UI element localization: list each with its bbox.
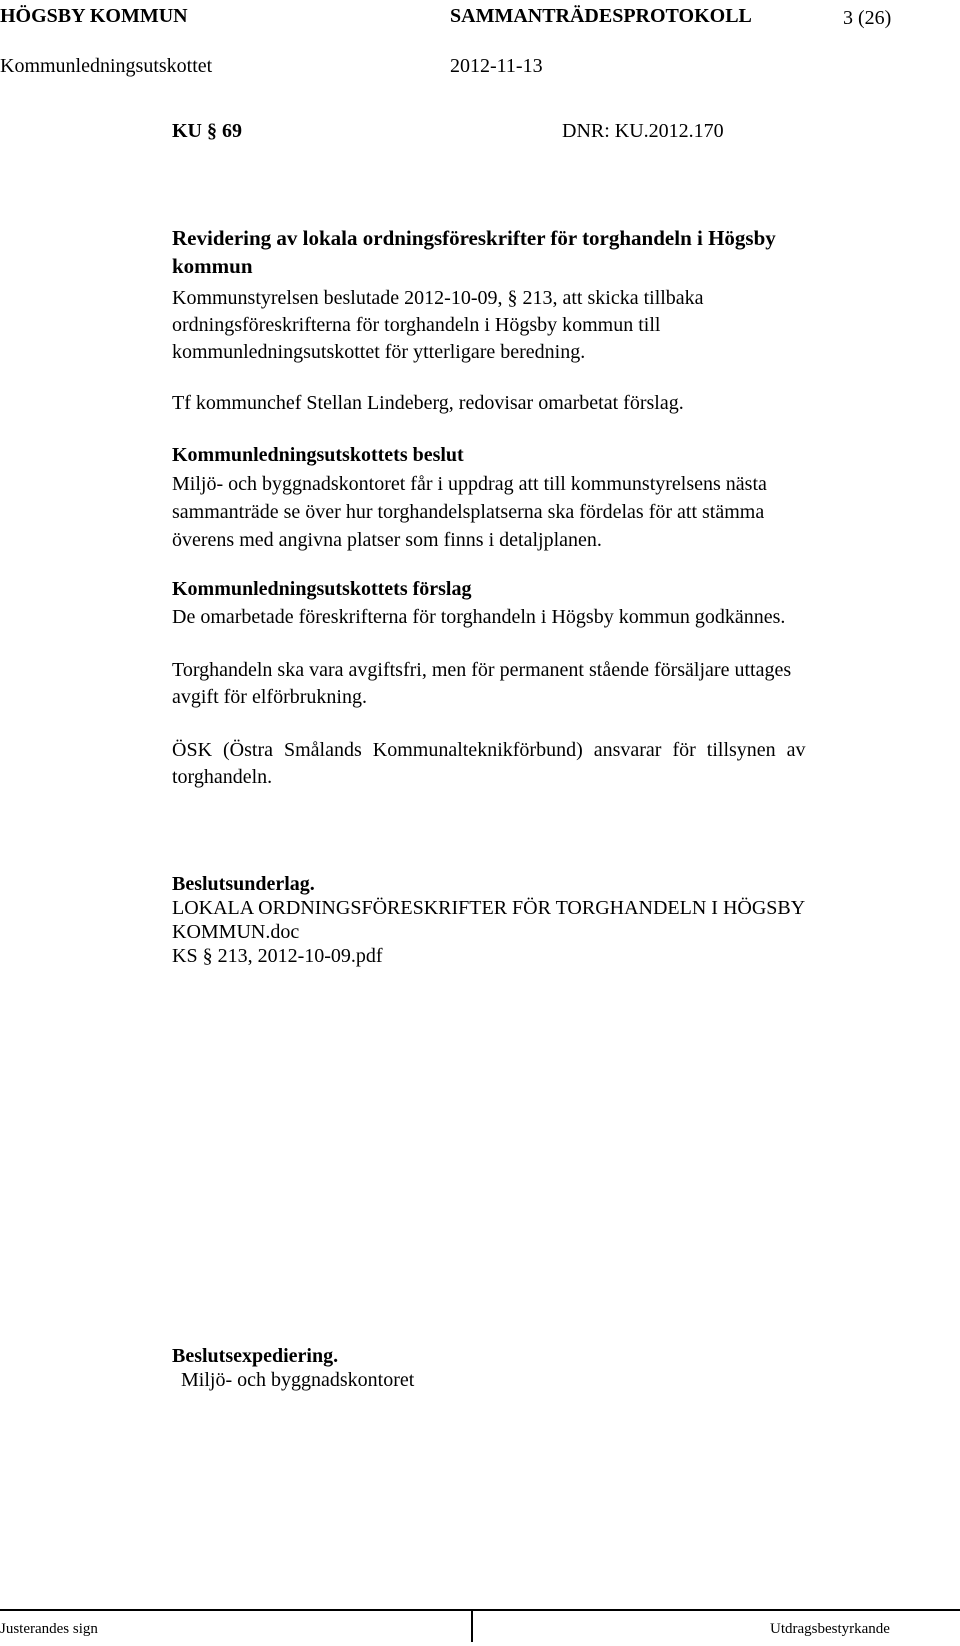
meeting-date: 2012-11-13 bbox=[450, 55, 543, 77]
item-title-line-2: kommun bbox=[172, 254, 253, 278]
document-type: SAMMANTRÄDESPROTOKOLL bbox=[450, 5, 752, 27]
basis-item-2: KS § 213, 2012-10-09.pdf bbox=[172, 945, 383, 967]
proposal-paragraph-3-line-1: ÖSK (Östra Smålands Kommunalteknikförbund) ansvarar för tillsynen av bbox=[172, 739, 806, 761]
proposal-paragraph-2-line-1: Torghandeln ska vara avgiftsfri, men för permanent stående försäljare uttages bbox=[172, 659, 792, 681]
proposal-paragraph-3-line-2: torghandeln. bbox=[172, 766, 273, 788]
decision-heading: Kommunledningsutskottets beslut bbox=[172, 444, 464, 466]
page-number: 3 (26) bbox=[843, 7, 892, 29]
committee-name: Kommunledningsutskottet bbox=[0, 55, 213, 77]
footer-divider bbox=[471, 1611, 473, 1642]
decision-line-1: Miljö- och byggnadskontoret får i uppdrag att till kommunstyrelsens nästa bbox=[172, 473, 767, 495]
footer-signature-label: Justerandes sign bbox=[0, 1621, 98, 1637]
proposal-heading: Kommunledningsutskottets förslag bbox=[172, 578, 472, 600]
dispatch-heading: Beslutsexpediering. bbox=[172, 1345, 339, 1367]
footer-certification-label: Utdragsbestyrkande bbox=[770, 1621, 890, 1637]
intro-line-1: Kommunstyrelsen beslutade 2012-10-09, § 213, att skicka tillbaka bbox=[172, 287, 704, 309]
presentation-text: Tf kommunchef Stellan Lindeberg, redovisar omarbetat förslag. bbox=[172, 392, 684, 414]
basis-heading: Beslutsunderlag. bbox=[172, 873, 315, 895]
intro-line-3: kommunledningsutskottet för ytterligare beredning. bbox=[172, 341, 586, 363]
proposal-paragraph-1: De omarbetade föreskrifterna för torghandeln i Högsby kommun godkännes. bbox=[172, 606, 786, 628]
basis-item-1-line-1: LOKALA ORDNINGSFÖRESKRIFTER FÖR TORGHANDELN I HÖGSBY bbox=[172, 897, 806, 919]
basis-item-1-line-2: KOMMUN.doc bbox=[172, 921, 300, 943]
decision-line-2: sammanträde se över hur torghandelsplatserna ska fördelas för att stämma bbox=[172, 501, 765, 523]
case-number: KU § 69 bbox=[172, 120, 242, 142]
diary-number: DNR: KU.2012.170 bbox=[562, 120, 724, 142]
proposal-paragraph-2-line-2: avgift för elförbrukning. bbox=[172, 686, 367, 708]
intro-line-2: ordningsföreskrifterna för torghandeln i Högsby kommun till bbox=[172, 314, 661, 336]
dispatch-recipient: Miljö- och byggnadskontoret bbox=[181, 1369, 415, 1391]
item-title-line-1: Revidering av lokala ordningsföreskrifter för torghandeln i Högsby bbox=[172, 226, 776, 250]
municipality-name: HÖGSBY KOMMUN bbox=[0, 5, 188, 27]
decision-line-3: överens med angivna platser som finns i detaljplanen. bbox=[172, 529, 602, 551]
footer-rule bbox=[0, 1609, 960, 1611]
